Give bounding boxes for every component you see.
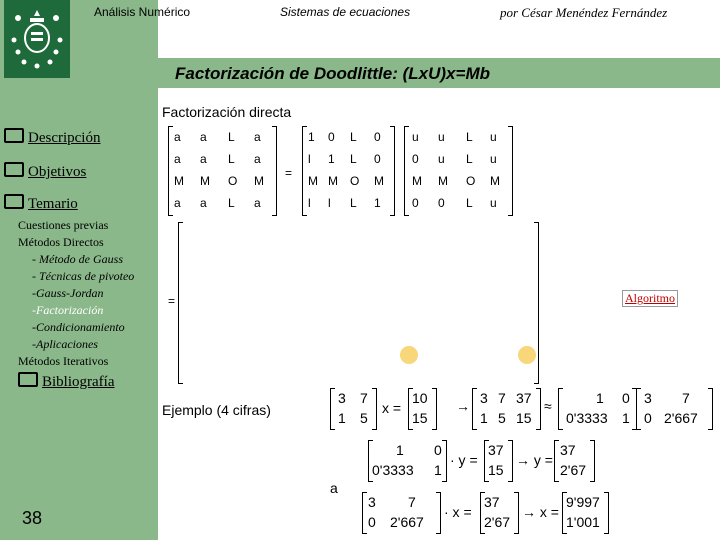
nav-item-metodos-directos[interactable]: Métodos Directos — [18, 235, 104, 249]
slide-title: Factorización de Doodlittle: (LxU)x=Mb — [175, 64, 490, 83]
nav-item-gauss-jordan[interactable]: -Gauss-Jordan — [32, 286, 104, 300]
nav-bibliografia-label: Bibliografía — [42, 374, 115, 390]
nav-bibliografia[interactable] — [18, 372, 114, 391]
section-subtitle: Factorización directa — [162, 104, 292, 120]
nav-item-pivoteo[interactable]: - Técnicas de pivoteo — [32, 269, 135, 283]
example-label: Ejemplo (4 cifras) — [162, 402, 271, 418]
matrix-equation: a a L a = 1 0 L 0 u u L u a a L a l 1 L 0 0 u L u M M O M M M O M M M O M a a L a l l L 1 0 0 L u — [168, 126, 528, 218]
nav-item-aplicaciones[interactable]: -Aplicaciones — [32, 337, 98, 351]
nav-temario-label: Temario — [28, 196, 78, 212]
page-number: 38 — [22, 508, 43, 528]
university-logo — [4, 0, 70, 78]
algorithm-link[interactable]: Algoritmo — [622, 290, 678, 307]
nav-descripcion[interactable] — [4, 128, 100, 147]
nav-descripcion-label: Descripción — [28, 130, 101, 146]
course-title: Análisis Numérico — [94, 5, 191, 19]
nav-item-factorizacion[interactable]: -Factorización — [32, 303, 104, 317]
nav-item-condicionamiento[interactable]: -Condicionamiento — [32, 320, 125, 334]
nav-objetivos-label: Objetivos — [28, 164, 87, 180]
nav-temario[interactable] — [4, 194, 78, 213]
nav-item-cuestiones[interactable]: Cuestiones previas — [18, 218, 109, 232]
nav-item-gauss[interactable]: - Método de Gauss — [32, 252, 123, 266]
folder-icon — [4, 162, 24, 177]
nav-objetivos[interactable] — [4, 162, 86, 181]
product-matrix: = — [168, 222, 548, 386]
author-label: por César Menéndez Fernández — [500, 5, 668, 20]
folder-icon — [18, 372, 38, 387]
folder-open-icon — [4, 194, 24, 209]
nav-item-iterativos[interactable]: Métodos Iterativos — [18, 354, 109, 368]
header — [70, 0, 720, 30]
forward-substitution: 1 0 0'3333 1 · y = 37 15 → y = 37 2'67 — [350, 440, 650, 482]
backward-substitution: 3 7 0 2'667 · x = 37 2'67 → x = 9'997 1'001 — [350, 492, 650, 534]
folder-icon — [4, 128, 24, 143]
topic-title: Sistemas de ecuaciones — [280, 5, 411, 19]
a-label: a — [330, 480, 338, 496]
example-system: 3 7 1 5 x = 10 15 → 3 7 37 1 5 15 ≈ 1 0 0'3333 1 3 7 0 2'667 — [330, 388, 718, 430]
